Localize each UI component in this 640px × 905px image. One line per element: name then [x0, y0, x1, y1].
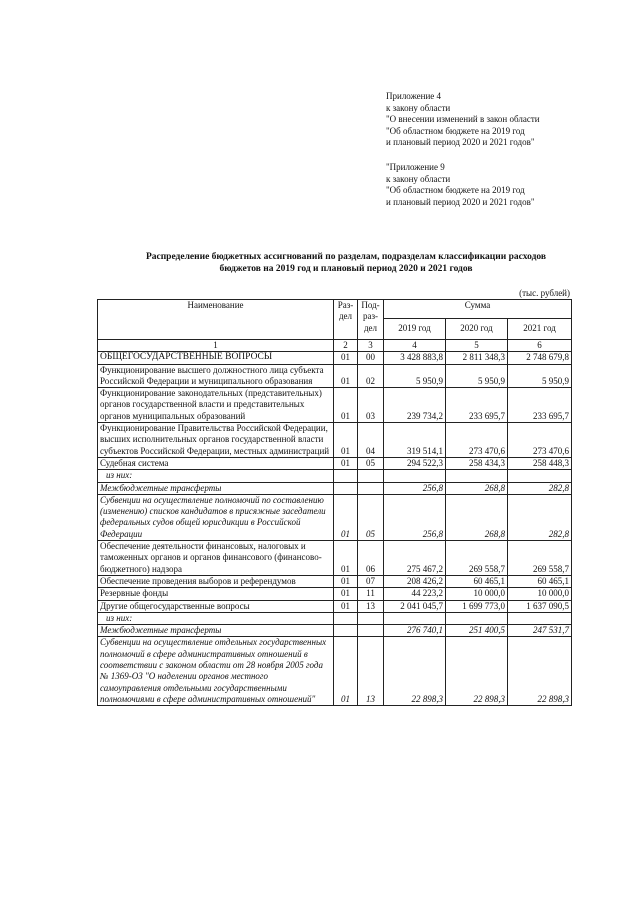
row-value-2021: 2 748 679,8 — [508, 352, 572, 364]
row-value-2020 — [446, 612, 508, 624]
column-number: 5 — [446, 340, 508, 352]
row-name: Судебная система — [98, 457, 334, 469]
row-section — [334, 612, 358, 624]
title-line-1: Распределение бюджетных ассигнований по разделам, подразделам классификации расходов — [145, 252, 547, 262]
column-number: 6 — [508, 340, 572, 352]
row-section: 01 — [334, 388, 358, 423]
row-value-2019: 239 734,2 — [384, 388, 446, 423]
table-row — [98, 575, 572, 587]
table-row — [98, 423, 572, 458]
appendix-line: "Приложение 9 — [386, 162, 445, 172]
table-row — [98, 352, 572, 364]
row-subsection — [358, 482, 384, 494]
row-name: ОБЩЕГОСУДАРСТВЕННЫЕ ВОПРОСЫ — [98, 352, 334, 364]
row-value-2019: 208 426,2 — [384, 575, 446, 587]
row-value-2020 — [446, 470, 508, 482]
table-row — [98, 541, 572, 576]
appendix-line: и плановый период 2020 и 2021 годов" — [386, 196, 535, 207]
table-row — [98, 470, 572, 482]
title-line-2: бюджетов на 2019 год и плановый период 2020 и 2021 годов — [219, 264, 473, 274]
row-subsection: 05 — [358, 457, 384, 469]
row-subsection: 02 — [358, 364, 384, 388]
budget-table — [97, 299, 572, 706]
row-subsection: 04 — [358, 423, 384, 458]
table-row — [98, 612, 572, 624]
row-section: 01 — [334, 600, 358, 612]
header-row — [98, 300, 572, 319]
row-value-2021: 10 000,0 — [508, 588, 572, 600]
row-section: 01 — [334, 637, 358, 706]
row-value-2019 — [384, 470, 446, 482]
row-section — [334, 482, 358, 494]
appendix-line: "Об областном бюджете на 2019 год — [386, 185, 525, 195]
header-subsection: Под-раз-дел — [358, 300, 384, 340]
row-name: Обеспечение проведения выборов и референдумов — [98, 575, 334, 587]
row-section: 01 — [334, 575, 358, 587]
row-name: Межбюджетные трансферты — [98, 625, 334, 637]
header-year: 2021 год — [508, 319, 572, 340]
row-name: из них: — [98, 470, 334, 482]
row-subsection: 13 — [358, 637, 384, 706]
header-section: Раз-дел — [334, 300, 358, 340]
row-value-2021: 1 637 090,5 — [508, 600, 572, 612]
row-subsection — [358, 612, 384, 624]
row-value-2021: 247 531,7 — [508, 625, 572, 637]
appendix-line: к закону области — [386, 102, 451, 113]
appendix-line: к закону области — [386, 173, 451, 184]
header-sum: Сумма — [384, 300, 572, 319]
row-subsection: 07 — [358, 575, 384, 587]
header-year: 2020 год — [446, 319, 508, 340]
column-number: 3 — [358, 340, 384, 352]
appendix-line: Приложение 4 — [386, 91, 442, 101]
row-section: 01 — [334, 423, 358, 458]
row-value-2020: 268,8 — [446, 494, 508, 540]
row-subsection: 03 — [358, 388, 384, 423]
row-subsection: 00 — [358, 352, 384, 364]
appendix-line: и плановый период 2020 и 2021 годов" — [386, 137, 535, 147]
table-row — [98, 457, 572, 469]
row-section: 01 — [334, 457, 358, 469]
row-value-2020: 60 465,1 — [446, 575, 508, 587]
row-value-2019: 276 740,1 — [384, 625, 446, 637]
appendix-line: "О внесении изменений в закон области — [386, 114, 540, 124]
row-value-2019: 3 428 883,8 — [384, 352, 446, 364]
row-section — [334, 470, 358, 482]
row-name: Обеспечение деятельности финансовых, налоговых и таможенных органов и органов финансового (финансово-бюджетного) надзора — [98, 541, 334, 576]
row-value-2019: 44 223,2 — [384, 588, 446, 600]
row-name: Функционирование высшего должностного лица субъекта Российской Федерации и муниципального образования — [98, 364, 334, 388]
row-subsection — [358, 470, 384, 482]
row-subsection: 05 — [358, 494, 384, 540]
table-row — [98, 388, 572, 423]
row-name: Резервные фонды — [98, 588, 334, 600]
row-value-2020: 251 400,5 — [446, 625, 508, 637]
column-number: 4 — [384, 340, 446, 352]
table-row — [98, 588, 572, 600]
header-name: Наименование — [98, 300, 334, 340]
table-row — [98, 494, 572, 540]
column-number: 1 — [98, 340, 334, 352]
row-value-2020: 1 699 773,0 — [446, 600, 508, 612]
row-value-2021: 233 695,7 — [508, 388, 572, 423]
row-value-2021: 22 898,3 — [508, 637, 572, 706]
row-name: Субвенции на осуществление полномочий по составлению (изменению) списков кандидатов в присяжные заседатели федеральных судов общей юрисдикции в Российской Федерации — [98, 494, 334, 540]
row-value-2021: 5 950,9 — [508, 364, 572, 388]
row-value-2019: 2 041 045,7 — [384, 600, 446, 612]
row-value-2020: 268,8 — [446, 482, 508, 494]
row-value-2019: 294 522,3 — [384, 457, 446, 469]
row-section: 01 — [334, 364, 358, 388]
header-year: 2019 год — [384, 319, 446, 340]
column-number: 2 — [334, 340, 358, 352]
row-section: 01 — [334, 588, 358, 600]
row-section: 01 — [334, 494, 358, 540]
table-row — [98, 482, 572, 494]
row-value-2019: 256,8 — [384, 482, 446, 494]
row-name: Другие общегосударственные вопросы — [98, 600, 334, 612]
table-body — [98, 352, 572, 706]
table-row — [98, 625, 572, 637]
row-value-2020: 258 434,3 — [446, 457, 508, 469]
row-value-2019: 256,8 — [384, 494, 446, 540]
row-value-2021: 258 448,3 — [508, 457, 572, 469]
row-name: Субвенции на осуществление отдельных государственных полномочий в сфере административных отношений в соответствии с законом области от 28 ноября 2005 года № 1369-ОЗ "О наделении органов местного самоуправления отдельными государственными полномочиями в сфере административных отношений" — [98, 637, 334, 706]
appendix-header — [386, 91, 540, 149]
row-value-2020: 273 470,6 — [446, 423, 508, 458]
row-value-2020: 269 558,7 — [446, 541, 508, 576]
row-subsection — [358, 625, 384, 637]
row-value-2021: 273 470,6 — [508, 423, 572, 458]
appendix-prev-header — [386, 162, 535, 208]
row-value-2021: 282,8 — [508, 482, 572, 494]
row-section: 01 — [334, 352, 358, 364]
row-subsection: 06 — [358, 541, 384, 576]
row-name: Функционирование законодательных (представительных) органов государственной власти и представительных органов муниципальных образований — [98, 388, 334, 423]
row-value-2021: 60 465,1 — [508, 575, 572, 587]
row-section: 01 — [334, 541, 358, 576]
row-name: Функционирование Правительства Российской Федерации, высших исполнительных органов государственной власти субъектов Российской Федерации, местных администраций — [98, 423, 334, 458]
document-title — [96, 251, 596, 275]
row-value-2019: 275 467,2 — [384, 541, 446, 576]
row-name: из них: — [98, 612, 334, 624]
row-value-2020: 22 898,3 — [446, 637, 508, 706]
row-value-2019 — [384, 612, 446, 624]
row-subsection: 13 — [358, 600, 384, 612]
row-subsection: 11 — [358, 588, 384, 600]
row-value-2021 — [508, 612, 572, 624]
table-row — [98, 637, 572, 706]
table-row — [98, 364, 572, 388]
row-value-2019: 22 898,3 — [384, 637, 446, 706]
row-value-2020: 10 000,0 — [446, 588, 508, 600]
row-name: Межбюджетные трансферты — [98, 482, 334, 494]
row-value-2020: 233 695,7 — [446, 388, 508, 423]
row-value-2020: 5 950,9 — [446, 364, 508, 388]
row-value-2019: 5 950,9 — [384, 364, 446, 388]
row-value-2019: 319 514,1 — [384, 423, 446, 458]
row-value-2021 — [508, 470, 572, 482]
units-label: (тыс. рублей) — [519, 288, 570, 298]
table-row — [98, 600, 572, 612]
row-value-2020: 2 811 348,3 — [446, 352, 508, 364]
row-section — [334, 625, 358, 637]
appendix-line: "Об областном бюджете на 2019 год — [386, 125, 525, 136]
column-numbers-row — [98, 340, 572, 352]
row-value-2021: 282,8 — [508, 494, 572, 540]
row-value-2021: 269 558,7 — [508, 541, 572, 576]
